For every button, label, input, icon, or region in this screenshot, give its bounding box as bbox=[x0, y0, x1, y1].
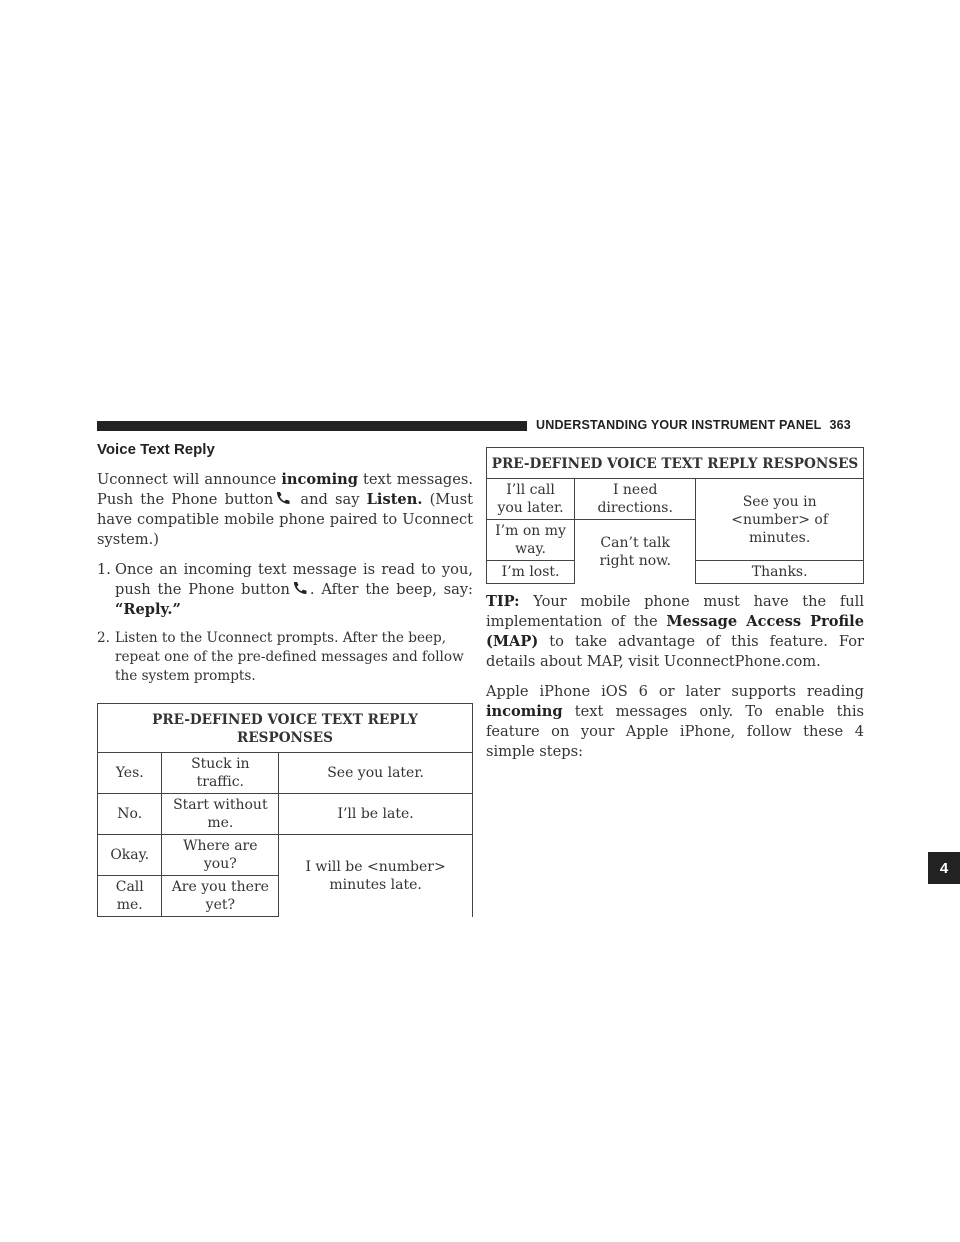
tip-text-2: to take advantage of this feature. For details about MAP, visit UconnectPhone.com. bbox=[486, 633, 864, 670]
step-1-number: 1. bbox=[97, 561, 111, 578]
phone-icon bbox=[292, 581, 308, 595]
table-cell: I’ll be late. bbox=[279, 794, 473, 835]
table-cell-merged: Can’t talk right now. bbox=[575, 520, 696, 584]
apple-text-1: Apple iPhone iOS 6 or later supports reading bbox=[486, 683, 864, 700]
section-heading: Voice Text Reply bbox=[97, 441, 215, 458]
table-cell: Are you there yet? bbox=[162, 876, 279, 917]
tip-text-1: Your mobile phone must have the full implementation of the bbox=[486, 593, 864, 630]
running-header bbox=[536, 418, 851, 432]
right-column bbox=[486, 447, 864, 772]
phone-icon bbox=[275, 491, 291, 505]
apple-text-2: text messages only. To enable this feature on your Apple iPhone, follow these 4 simple steps: bbox=[486, 703, 864, 760]
responses-table-2 bbox=[486, 447, 864, 584]
intro-bold-listen: Listen. bbox=[366, 491, 423, 508]
step-2 bbox=[97, 629, 473, 686]
table-cell: Thanks. bbox=[696, 561, 864, 584]
step-2-text: Listen to the Uconnect prompts. After the beep, repeat one of the pre-defined messages and follow the system prompts. bbox=[115, 630, 464, 684]
intro-paragraph bbox=[97, 470, 473, 550]
table-1-title: PRE-DEFINED VOICE TEXT REPLY RESPONSES bbox=[98, 704, 473, 753]
table-cell: Yes. bbox=[98, 753, 162, 794]
table-cell: Okay. bbox=[98, 835, 162, 876]
table-2-title: PRE-DEFINED VOICE TEXT REPLY RESPONSES bbox=[487, 448, 864, 479]
table-cell: See you later. bbox=[279, 753, 473, 794]
table-cell: No. bbox=[98, 794, 162, 835]
step-1-text-1: Once an incoming text message is read to you, push the Phone button bbox=[115, 561, 473, 598]
apple-paragraph bbox=[486, 682, 864, 762]
table-cell: Stuck in traffic. bbox=[162, 753, 279, 794]
intro-bold-incoming: incoming bbox=[281, 471, 358, 488]
table-cell-merged: See you in <number> of minutes. bbox=[696, 479, 864, 561]
left-column bbox=[97, 440, 473, 917]
intro-text-1: Uconnect will announce bbox=[97, 471, 282, 488]
responses-table-1 bbox=[97, 703, 473, 917]
page-number: 363 bbox=[829, 418, 851, 432]
table-cell: Start without me. bbox=[162, 794, 279, 835]
intro-text-3: and say bbox=[293, 491, 367, 508]
table-cell: I’m lost. bbox=[487, 561, 575, 584]
table-cell-merged: I will be <number> minutes late. bbox=[279, 835, 473, 917]
tip-bold-map: Message Access Profile (MAP) bbox=[486, 613, 864, 650]
step-2-number: 2. bbox=[97, 630, 110, 646]
header-title: UNDERSTANDING YOUR INSTRUMENT PANEL bbox=[536, 418, 822, 432]
tip-paragraph bbox=[486, 592, 864, 672]
table-cell: Where are you? bbox=[162, 835, 279, 876]
chapter-tab: 4 bbox=[928, 852, 960, 884]
header-rule bbox=[97, 421, 527, 431]
apple-bold-incoming: incoming bbox=[486, 703, 563, 720]
step-1-bold-reply: “Reply.” bbox=[115, 601, 181, 618]
intro-text-2: text messages. Push the Phone button bbox=[97, 471, 473, 508]
table-cell: Call me. bbox=[98, 876, 162, 917]
table-cell: I’ll call you later. bbox=[487, 479, 575, 520]
table-cell: I need directions. bbox=[575, 479, 696, 520]
intro-text-4: (Must have compatible mobile phone paired to Uconnect system.) bbox=[97, 491, 473, 548]
step-1-text-2: . After the beep, say: bbox=[309, 581, 473, 598]
table-cell: I’m on my way. bbox=[487, 520, 575, 561]
tip-label: TIP: bbox=[486, 593, 520, 610]
steps-list bbox=[97, 560, 473, 686]
step-1 bbox=[97, 560, 473, 620]
